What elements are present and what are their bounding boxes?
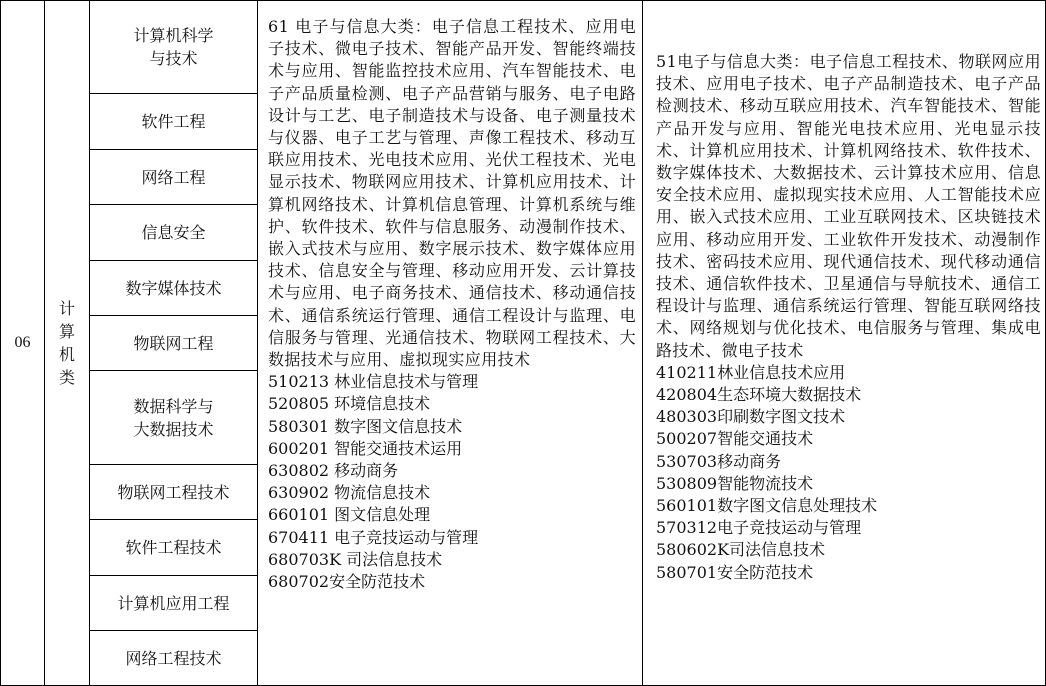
vocational-major-line: 680702安全防范技术 <box>268 572 426 592</box>
major-cell: 物联网工程 <box>90 316 258 371</box>
major-cell: 软件工程 <box>90 94 258 150</box>
new-major-line: 580701安全防范技术 <box>656 562 814 582</box>
vocational-major-line: 600201 智能交通技术运用 <box>268 438 463 458</box>
major-cell: 数据科学与 大数据技术 <box>90 371 258 465</box>
new-major-line: 530809智能物流技术 <box>656 473 814 493</box>
category-name-cell <box>45 1 90 686</box>
major-cell: 物联网工程技术 <box>90 465 258 520</box>
new-major-line: 500207智能交通技术 <box>656 429 814 449</box>
major-cell: 软件工程技术 <box>90 520 258 576</box>
vocational-majors-paragraph: 61 电子与信息大类：电子信息工程技术、应用电子技术、微电子技术、智能产品开发、智能终端技术与应用、智能监控技术应用、汽车智能技术、电子产品质量检测、电子产品营销与服务、电子电路设计与工艺、电子制造技术与设备、电子测量技术与仪器、电子工艺与管理、声像工程技术、移动互联应用技术、光电技术应用、光伏工程技术、光电显示技术、物联网应用技术、计算机应用技术、计算机网络技术、计算机信息管理、计算机系统与维护、软件技术、软件与信息服务、动漫制作技术、嵌入式技术与应用、数字展示技术、数字媒体应用技术、信息安全与管理、移动应用开发、云计算技术与应用、电子商务技术、通信技术、移动通信技术、通信系统运行管理、通信工程设计与监理、电信服务与管理、光通信技术、物联网工程技术、大数据技术与应用、虚拟现实应用技术 <box>268 17 636 370</box>
vocational-major-line: 680703K 司法信息技术 <box>268 549 443 569</box>
new-major-line: 530703移动商务 <box>656 451 782 471</box>
vocational-major-line: 520805 环境信息技术 <box>268 394 431 414</box>
category-code: 06 <box>1 1 45 686</box>
new-major-line: 420804生态环境大数据技术 <box>656 385 862 405</box>
new-majors-paragraph: 51电子与信息大类：电子信息工程技术、物联网应用技术、应用电子技术、电子产品制造技术、电子产品检测技术、移动互联应用技术、汽车智能技术、智能产品开发与应用、智能光电技术应用、光电显示技术、计算机应用技术、计算机网络技术、软件技术、数字媒体技术、大数据技术、云计算技术应用、信息安全技术应用、虚拟现实技术应用、人工智能技术应用、嵌入式技术应用、工业互联网技术、区块链技术应用、移动应用开发、工业软件开发技术、动漫制作技术、密码技术应用、现代通信技术、现代移动通信技术、通信软件技术、卫星通信与导航技术、通信工程设计与监理、通信系统运行管理、智能互联网络技术、网络规划与优化技术、电信服务与管理、集成电路技术、微电子技术 <box>656 52 1041 360</box>
major-cell: 数字媒体技术 <box>90 261 258 316</box>
new-major-line: 580602K司法信息技术 <box>656 540 826 560</box>
major-cell: 信息安全 <box>90 205 258 261</box>
vocational-major-line: 510213 林业信息技术与管理 <box>268 372 479 392</box>
major-cell: 网络工程 <box>90 150 258 205</box>
major-cell: 网络工程技术 <box>90 631 258 686</box>
vocational-major-line: 580301 数字图文信息技术 <box>268 416 463 436</box>
major-cell: 计算机应用工程 <box>90 576 258 631</box>
new-major-line: 570312电子竞技运动与管理 <box>656 518 862 538</box>
new-majors-cell <box>643 1 1046 686</box>
new-major-line: 560101数字图文信息处理技术 <box>656 496 878 516</box>
vocational-major-line: 660101 图文信息处理 <box>268 505 431 525</box>
vocational-major-line: 630802 移动商务 <box>268 461 399 481</box>
category-name: 计算机类 <box>58 299 75 387</box>
vocational-major-line: 630902 物流信息技术 <box>268 483 431 503</box>
major-cell: 计算机科学 与技术 <box>90 1 258 94</box>
new-major-line: 480303印刷数字图文技术 <box>656 407 846 427</box>
new-major-line: 410211林业信息技术应用 <box>656 362 846 382</box>
vocational-major-line: 670411 电子竞技运动与管理 <box>268 527 479 547</box>
vocational-majors-cell <box>258 1 643 686</box>
